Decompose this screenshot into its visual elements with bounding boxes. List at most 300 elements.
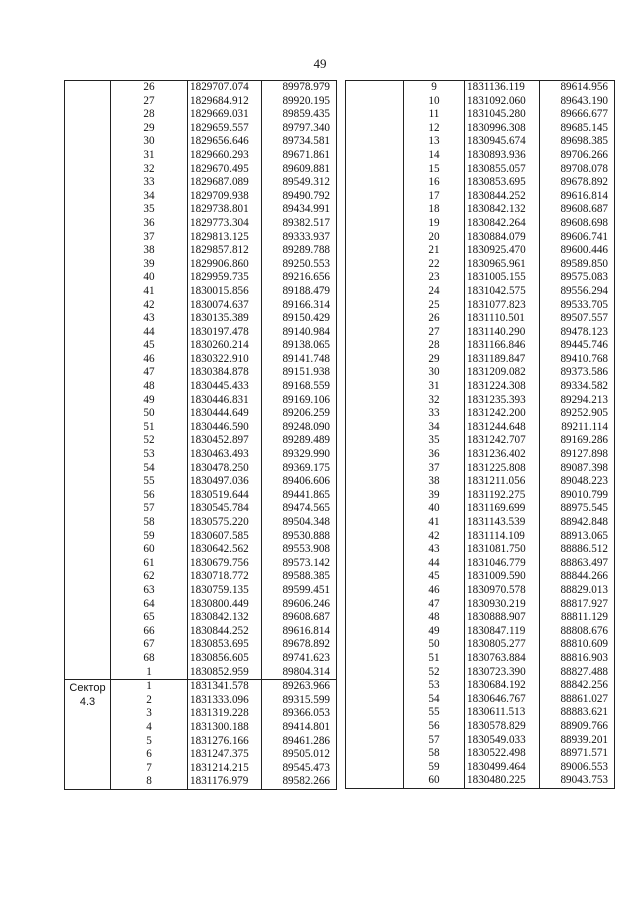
point-number: 27 [111,95,188,109]
coordinate-x: 1829669.031 [188,108,262,122]
coordinate-x: 1830499.464 [465,761,540,775]
coordinate-x: 1831009.590 [465,570,540,584]
coordinate-x: 1831235.393 [465,394,540,408]
coordinate-x: 1831081.750 [465,543,540,557]
coordinate-y: 89445.746 [560,339,608,352]
coordinate-x: 1831211.056 [465,475,540,489]
coordinate-y: 89406.606 [282,475,330,488]
point-number: 34 [404,421,465,435]
point-number: 58 [404,747,465,761]
coordinate-y: 88810.609 [560,638,608,651]
coordinate-y: 89188.479 [282,284,330,297]
table-row [65,81,337,95]
coordinate-y: 89150.429 [282,312,330,325]
coordinate-y: 89151.938 [282,366,330,379]
coordinate-y: 88971.571 [560,747,608,760]
coordinate-x: 1831042.575 [465,285,540,299]
point-number: 63 [111,584,188,598]
point-number: 39 [404,489,465,503]
point-number: 64 [111,598,188,612]
coordinate-x: 1830197.478 [188,326,262,340]
coordinate-y: 89706.266 [560,148,608,161]
coordinate-y: 89582.266 [282,775,330,788]
coordinate-x: 1829857.812 [188,244,262,258]
coordinate-y: 89373.586 [560,366,608,379]
coordinate-y: 88816.903 [560,651,608,664]
coordinate-y: 88842.256 [560,679,608,692]
coordinate-x: 1830763.884 [465,652,540,666]
coordinate-x: 1829659.557 [188,122,262,136]
point-number: 3 [111,707,188,721]
point-number: 20 [404,231,465,245]
point-number: 44 [111,326,188,340]
point-number: 66 [111,625,188,639]
coordinate-x: 1830015.856 [188,285,262,299]
coordinate-y: 89685.145 [560,121,608,134]
coordinate-y: 89708.078 [560,162,608,175]
point-number: 32 [404,394,465,408]
section-label-cell [65,81,111,680]
coordinate-x: 1831214.215 [188,762,262,776]
point-number: 1 [111,666,188,680]
coordinate-y: 89507.557 [560,312,608,325]
coordinate-x: 1830642.562 [188,543,262,557]
coordinate-y: 88844.266 [560,570,608,583]
coordinate-x: 1829959.735 [188,271,262,285]
coordinate-y: 89804.314 [282,665,330,678]
table-row [65,680,337,694]
coordinate-y: 89289.489 [282,434,330,447]
point-number: 28 [111,108,188,122]
coordinate-y: 89614.956 [560,81,608,93]
coordinate-x: 1830844.252 [188,625,262,639]
coordinate-x: 1831276.166 [188,735,262,749]
point-number: 30 [111,135,188,149]
coordinate-y: 88942.848 [560,516,608,528]
coordinate-x: 1830723.390 [465,666,540,680]
point-number: 61 [111,557,188,571]
coordinate-x: 1831319.228 [188,707,262,721]
coordinate-y: 88975.545 [560,502,608,515]
coordinate-y: 89333.937 [282,230,330,243]
point-number: 39 [111,258,188,272]
coordinate-x: 1830611.513 [465,706,540,720]
coordinate-y: 89533.705 [560,298,608,311]
coordinate-x: 1830135.389 [188,312,262,326]
coordinate-y: 89250.553 [282,257,330,270]
point-number: 29 [404,353,465,367]
coordinate-y: 88817.927 [560,597,608,610]
coordinate-x: 1829906.860 [188,258,262,272]
coordinate-y: 89138.065 [282,339,330,352]
point-number: 41 [111,285,188,299]
point-number: 26 [404,312,465,326]
point-number: 23 [404,271,465,285]
point-number: 38 [404,475,465,489]
page-number: 49 [313,56,327,71]
coordinate-y: 89606.741 [560,230,608,243]
point-number: 33 [111,176,188,190]
point-number: 58 [111,516,188,530]
coordinate-y: 89698.385 [560,135,608,148]
point-number: 47 [111,366,188,380]
coordinate-x: 1831247.375 [188,748,262,762]
coordinate-x: 1831046.779 [465,557,540,571]
coordinate-y: 89504.348 [282,516,330,528]
point-number: 32 [111,163,188,177]
coordinate-y: 89859.435 [282,108,330,121]
point-number: 36 [111,217,188,231]
coordinate-x: 1830074.637 [188,299,262,313]
coordinate-y: 89478.123 [560,325,608,338]
point-number: 52 [404,666,465,680]
coordinate-y: 89414.801 [282,720,330,733]
coordinate-x: 1830452.897 [188,434,262,448]
point-number: 60 [111,543,188,557]
coordinate-x: 1830444.649 [188,407,262,421]
coordinate-x: 1831136.119 [465,81,540,95]
coordinate-x: 1830852.959 [188,666,262,680]
coordinate-x: 1831169.699 [465,502,540,516]
point-number: 53 [111,448,188,462]
coordinate-y: 89366.053 [282,707,330,720]
point-number: 46 [111,353,188,367]
point-number: 1 [111,680,188,694]
coordinate-y: 89606.246 [282,597,330,610]
point-number: 44 [404,557,465,571]
point-number: 26 [111,81,188,95]
coordinate-y: 89666.677 [560,108,608,121]
coordinate-y: 89315.599 [282,693,330,706]
point-number: 17 [404,190,465,204]
coordinate-y: 89168.559 [282,380,330,393]
coordinate-y: 89211.114 [561,420,608,433]
coordinate-x: 1829656.646 [188,135,262,149]
coordinate-x: 1831333.096 [188,694,262,708]
point-number: 35 [111,203,188,217]
point-number: 52 [111,434,188,448]
coordinate-y: 89553.908 [282,543,330,556]
point-number: 60 [404,774,465,788]
coordinate-y: 89169.286 [560,434,608,447]
coordinate-y: 88829.013 [560,583,608,596]
coordinate-y: 89589.850 [560,257,608,270]
coordinate-x: 1830842.264 [465,217,540,231]
coordinate-y: 89609.881 [282,162,330,175]
coordinate-y: 89252.905 [560,407,608,420]
point-number: 50 [111,407,188,421]
sector-label-line: 4.3 [79,696,96,709]
point-number: 37 [404,462,465,476]
coordinate-y: 89141.748 [282,352,330,365]
point-number: 16 [404,176,465,190]
point-number: 47 [404,598,465,612]
coordinate-x: 1831242.200 [465,407,540,421]
coordinate-x: 1830684.192 [465,679,540,693]
point-number: 31 [111,149,188,163]
point-number: 13 [404,135,465,149]
point-number: 55 [404,706,465,720]
coordinate-y: 89678.892 [560,176,608,189]
coordinate-y: 89169.106 [282,393,330,406]
sector-label-line: Сектор [69,682,106,695]
coordinate-x: 1830545.784 [188,502,262,516]
coordinate-y: 89461.286 [282,734,330,747]
coordinate-x: 1829738.801 [188,203,262,217]
coordinate-y: 89263.966 [262,680,337,694]
coordinate-x: 1830718.772 [188,570,262,584]
coordinate-y: 88883.621 [560,706,608,719]
point-number: 57 [111,502,188,516]
point-number: 21 [404,244,465,258]
point-number: 45 [404,570,465,584]
point-number: 11 [404,108,465,122]
coordinates-table-left [64,80,337,790]
coordinate-x: 1830575.220 [188,516,262,530]
coordinate-y: 88913.065 [560,529,608,542]
point-number: 2 [111,694,188,708]
point-number: 42 [404,530,465,544]
point-number: 43 [111,312,188,326]
coordinate-y: 89545.473 [282,761,330,774]
point-number: 59 [404,761,465,775]
coordinate-y: 89920.195 [282,94,330,107]
coordinate-x: 1830522.498 [465,747,540,761]
point-number: 7 [111,762,188,776]
point-number: 34 [111,190,188,204]
point-number: 51 [111,421,188,435]
section-label-cell [346,81,404,789]
point-number: 67 [111,638,188,652]
coordinate-x: 1830847.119 [465,625,540,639]
coordinate-y: 89140.984 [282,325,330,338]
point-number: 9 [404,81,465,95]
coordinate-y: 89441.865 [282,488,330,501]
coordinate-y: 88861.027 [560,692,608,705]
coordinate-y: 89530.888 [282,529,330,542]
point-number: 65 [111,611,188,625]
coordinate-x: 1830884.079 [465,231,540,245]
point-number: 30 [404,366,465,380]
coordinate-y: 89588.385 [282,570,330,583]
coordinate-x: 1830970.578 [465,584,540,598]
coordinate-x: 1830384.878 [188,366,262,380]
coordinate-x: 1830480.225 [465,774,540,788]
point-number: 54 [404,693,465,707]
coordinate-x: 1831140.290 [465,326,540,340]
point-number: 42 [111,299,188,313]
coordinate-x: 1830842.132 [465,203,540,217]
point-number: 40 [404,502,465,516]
coordinate-y: 89505.012 [282,748,330,761]
coordinate-x: 1831045.280 [465,108,540,122]
coordinate-y: 89678.892 [282,638,330,651]
coordinate-x: 1831143.539 [465,516,540,530]
coordinate-y: 89549.312 [282,176,330,189]
coordinate-y: 89978.979 [282,81,330,93]
coordinate-x: 1830679.756 [188,557,262,571]
coordinate-x: 1831166.846 [465,339,540,353]
coordinate-x: 1830446.590 [188,421,262,435]
point-number: 50 [404,638,465,652]
coordinate-x: 1831236.402 [465,448,540,462]
point-number: 27 [404,326,465,340]
point-number: 53 [404,679,465,693]
coordinate-y: 89490.792 [282,189,330,202]
coordinate-y: 89294.213 [560,393,608,406]
point-number: 24 [404,285,465,299]
point-number: 37 [111,231,188,245]
coordinate-y: 89575.083 [560,271,608,284]
point-number: 56 [404,720,465,734]
coordinate-x: 1831192.275 [465,489,540,503]
coordinate-x: 1830445.433 [188,380,262,394]
coordinate-x: 1830805.277 [465,638,540,652]
point-number: 54 [111,462,188,476]
point-number: 22 [404,258,465,272]
point-number: 12 [404,122,465,136]
coordinate-x: 1831005.155 [465,271,540,285]
table-row [346,81,615,95]
point-number: 29 [111,122,188,136]
coordinate-x: 1831244.648 [465,421,540,435]
coordinate-y: 88909.766 [560,719,608,732]
coordinate-y: 89797.340 [282,121,330,134]
coordinate-x: 1829660.293 [188,149,262,163]
coordinate-x: 1831300.188 [188,721,262,735]
coordinate-x: 1830853.695 [188,638,262,652]
point-number: 40 [111,271,188,285]
coordinate-y: 88863.497 [560,556,608,569]
sector-label [65,680,111,790]
coordinate-x: 1830844.252 [465,190,540,204]
coordinate-x: 1830646.767 [465,693,540,707]
coordinate-x: 1830322.910 [188,353,262,367]
coordinate-x: 1830478.250 [188,462,262,476]
coordinate-x: 1830856.605 [188,652,262,666]
coordinate-x: 1830463.493 [188,448,262,462]
coordinate-y: 89010.799 [560,488,608,501]
coordinate-x: 1830893.936 [465,149,540,163]
point-number: 41 [404,516,465,530]
point-number: 57 [404,734,465,748]
coordinate-x: 1831242.707 [465,434,540,448]
coordinate-y: 88939.201 [560,733,608,746]
coordinate-y: 89556.294 [560,284,608,297]
coordinate-y: 89616.814 [560,189,608,202]
coordinates-table-right [345,80,615,789]
coordinate-y: 89616.814 [282,624,330,637]
point-number: 31 [404,380,465,394]
point-number: 4 [111,721,188,735]
coordinate-x: 1831209.082 [465,366,540,380]
coordinate-y: 89600.446 [560,244,608,257]
coordinate-x: 1830965.961 [465,258,540,272]
point-number: 36 [404,448,465,462]
coordinate-y: 89410.768 [560,352,608,365]
coordinate-x: 1831341.578 [188,680,262,694]
point-number: 68 [111,652,188,666]
coordinate-y: 89248.090 [282,420,330,433]
coordinate-x: 1831176.979 [188,775,262,789]
coordinate-x: 1829709.938 [188,190,262,204]
point-number: 38 [111,244,188,258]
coordinate-y: 88811.129 [560,611,608,624]
coordinate-y: 89048.223 [560,475,608,488]
coordinate-y: 89573.142 [282,556,330,569]
point-number: 62 [111,570,188,584]
point-number: 49 [404,625,465,639]
point-number: 28 [404,339,465,353]
coordinate-y: 88808.676 [560,624,608,637]
coordinate-y: 89608.687 [560,203,608,216]
point-number: 48 [111,380,188,394]
coordinate-x: 1831224.308 [465,380,540,394]
coordinate-y: 89087.398 [560,461,608,474]
point-number: 33 [404,407,465,421]
point-number: 19 [404,217,465,231]
coordinate-x: 1829670.495 [188,163,262,177]
point-number: 35 [404,434,465,448]
point-number: 45 [111,339,188,353]
coordinate-y: 89166.314 [282,298,330,311]
coordinate-y: 89206.259 [282,407,330,420]
coordinate-x: 1830446.831 [188,394,262,408]
coordinate-x: 1830925.470 [465,244,540,258]
coordinate-y: 89334.582 [560,380,608,393]
coordinate-y: 89434.991 [282,203,330,216]
coordinate-x: 1831092.060 [465,95,540,109]
coordinate-y: 89734.581 [282,135,330,148]
coordinate-y: 89382.517 [282,216,330,229]
coordinate-y: 89741.623 [282,651,330,664]
coordinate-y: 89599.451 [282,583,330,596]
coordinate-y: 89329.990 [282,448,330,461]
coordinate-y: 89474.565 [282,502,330,515]
coordinate-y: 89369.175 [282,461,330,474]
coordinate-x: 1831110.501 [465,312,540,326]
point-number: 55 [111,475,188,489]
coordinate-y: 89006.553 [560,760,608,773]
point-number: 14 [404,149,465,163]
point-number: 10 [404,95,465,109]
coordinate-y: 88827.488 [560,665,608,678]
point-number: 25 [404,299,465,313]
coordinate-x: 1830578.829 [465,720,540,734]
coordinate-x: 1830607.585 [188,530,262,544]
point-number: 51 [404,652,465,666]
coordinate-y: 88886.512 [560,543,608,556]
point-number: 5 [111,735,188,749]
coordinate-y: 89289.788 [282,244,330,257]
point-number: 48 [404,611,465,625]
coordinate-x: 1829687.089 [188,176,262,190]
point-number: 8 [111,775,188,789]
coordinate-y: 89671.861 [282,148,330,161]
point-number: 18 [404,203,465,217]
coordinate-x: 1830853.695 [465,176,540,190]
coordinate-x: 1830549.033 [465,734,540,748]
point-number: 46 [404,584,465,598]
coordinate-y: 89608.698 [560,216,608,229]
coordinate-x: 1830888.907 [465,611,540,625]
point-number: 15 [404,163,465,177]
point-number: 56 [111,489,188,503]
coordinate-y: 89643.190 [560,94,608,107]
coordinate-y: 89216.656 [282,271,330,284]
point-number: 43 [404,543,465,557]
coordinate-x: 1830759.135 [188,584,262,598]
